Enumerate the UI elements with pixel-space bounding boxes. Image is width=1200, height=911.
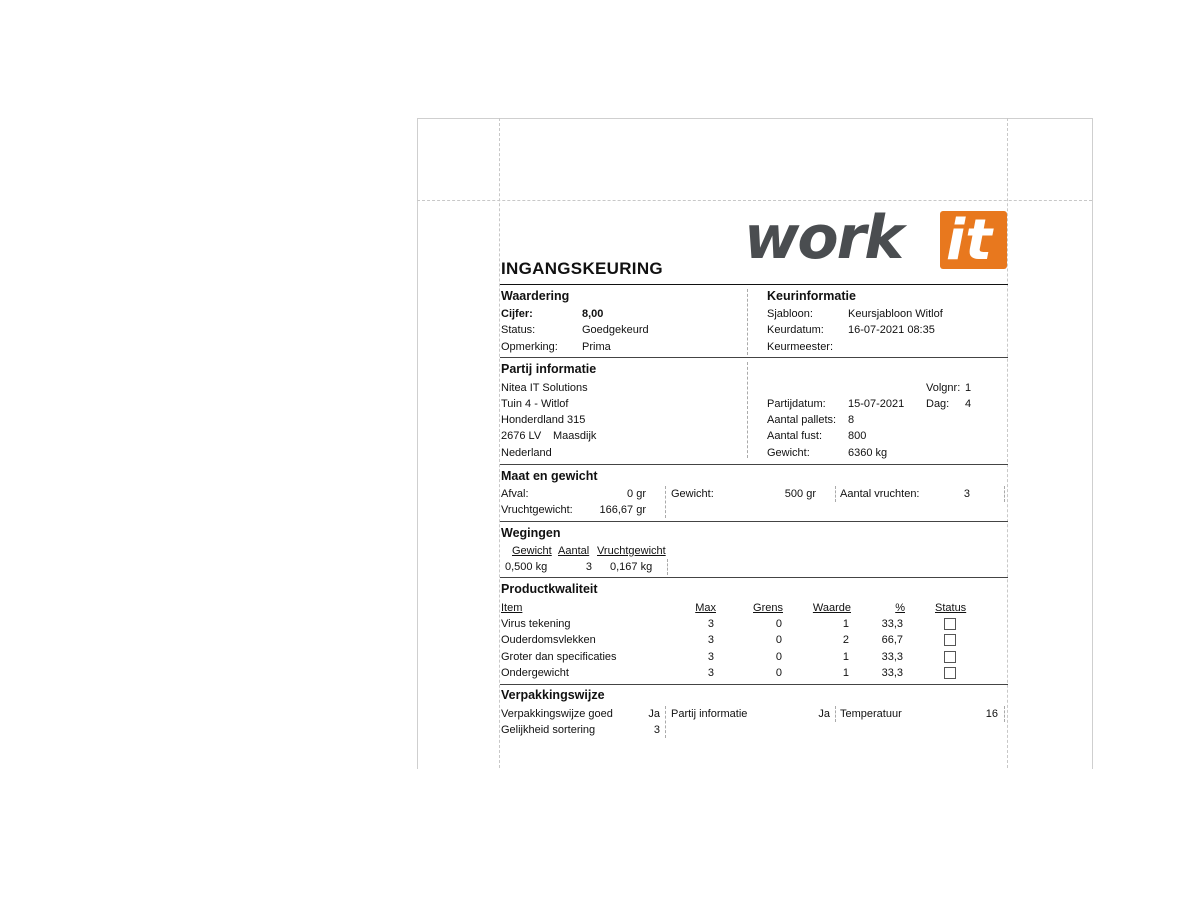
wegingen-col-header: Aantal [558,545,590,557]
product-max: 3 [707,667,714,679]
product-max: 3 [707,634,714,646]
temperatuur-value: 16 [985,708,998,720]
verpakking-partij-label: Partij informatie [671,708,748,720]
wegingen-cell: 0,167 kg [610,561,653,573]
partijdatum-label: Partijdatum: [767,398,826,410]
address-line: Nitea IT Solutions [501,382,588,394]
pallets-label: Aantal pallets: [767,414,837,426]
waardering-heading: Waardering [501,289,570,303]
product-grens: 0 [775,667,782,679]
opmerking-label: Opmerking: [501,341,558,353]
product-item: Groter dan specificaties [501,651,617,663]
wegingen-cell: 3 [585,561,592,573]
cijfer-label: Cijfer: [501,308,533,320]
pallets-value: 8 [848,414,855,426]
wegingen-cell: 0,500 kg [505,561,548,573]
keurinformatie-heading: Keurinformatie [767,289,856,303]
wegingen-col-header: Gewicht [512,545,552,557]
wegingen-col-header: Vruchtgewicht [597,545,666,557]
product-col-header: Waarde [812,602,851,614]
column-divider [835,486,836,502]
column-divider [1004,486,1005,502]
wegingen-heading: Wegingen [501,526,561,540]
product-waarde: 1 [842,667,849,679]
keurdatum-label: Keurdatum: [767,324,824,336]
product-waarde: 1 [842,651,849,663]
product-pct: 33,3 [881,618,903,630]
gewicht-label: Gewicht: [671,488,714,500]
product-pct: 66,7 [881,634,903,646]
margin-guide-right [1007,118,1008,768]
verpakking-goed-label: Verpakkingswijze goed [501,708,613,720]
fust-label: Aantal fust: [767,430,823,442]
product-grens: 0 [775,618,782,630]
product-item: Ondergewicht [501,667,569,679]
product-col-header: Grens [753,602,783,614]
partij-gewicht-value: 6360 kg [848,447,888,459]
keurmeester-label: Keurmeester: [767,341,834,353]
column-divider [835,706,836,722]
temperatuur-label: Temperatuur [840,708,902,720]
gelijkheid-label: Gelijkheid sortering [501,724,596,736]
margin-guide-top [417,200,1092,201]
verpakking-partij-value: Ja [818,708,830,720]
product-grens: 0 [775,634,782,646]
column-divider [747,362,748,458]
opmerking-value: Prima [582,341,611,353]
title-rule [500,284,1008,285]
status-value: Goedgekeurd [582,324,649,336]
product-pct: 33,3 [881,651,903,663]
column-divider [747,289,748,355]
verpakking-heading: Verpakkingswijze [501,688,605,702]
column-divider [667,559,668,575]
dag-label: Dag: [926,398,950,410]
dag-value: 4 [965,398,972,410]
gelijkheid-value: 3 [653,724,660,736]
afval-label: Afval: [501,488,529,500]
status-checkbox[interactable] [944,618,956,630]
page-title: INGANGSKEURING [501,259,663,278]
partij-heading: Partij informatie [501,362,597,376]
product-grens: 0 [775,651,782,663]
verpakking-goed-value: Ja [648,708,660,720]
afval-value: 0 gr [627,488,646,500]
product-item: Ouderdomsvlekken [501,634,596,646]
product-max: 3 [707,618,714,630]
aantal-vruchten-label: Aantal vruchten: [840,488,920,500]
logo-work-text: work [744,203,903,273]
cijfer-value: 8,00 [582,308,604,320]
sjabloon-label: Sjabloon: [767,308,813,320]
volgnr-label: Volgnr: [926,382,961,394]
address-city: Maasdijk [553,430,597,442]
sjabloon-value: Keursjabloon Witlof [848,308,943,320]
partijdatum-value: 15-07-2021 [848,398,905,410]
product-waarde: 2 [842,634,849,646]
status-label: Status: [501,324,536,336]
vruchtgewicht-value: 166,67 gr [599,504,646,516]
product-pct: 33,3 [881,667,903,679]
vruchtgewicht-label: Vruchtgewicht: [501,504,573,516]
partij-gewicht-label: Gewicht: [767,447,810,459]
section-rule [500,464,1008,465]
margin-guide-left [499,118,500,768]
column-divider [665,486,666,518]
column-divider [665,706,666,738]
aantal-vruchten-value: 3 [963,488,970,500]
section-rule [500,684,1008,685]
product-waarde: 1 [842,618,849,630]
address-line: Nederland [501,447,552,459]
address-line: Tuin 4 - Witlof [501,398,569,410]
productkwaliteit-heading: Productkwaliteit [501,582,598,596]
section-rule [500,521,1008,522]
section-rule [500,577,1008,578]
product-item: Virus tekening [501,618,571,630]
fust-value: 800 [848,430,867,442]
column-divider [1004,706,1005,722]
volgnr-value: 1 [965,382,972,394]
address-line: Honderdland 315 [501,414,586,426]
logo-it-box [940,208,1007,273]
maat-heading: Maat en gewicht [501,469,598,483]
status-checkbox[interactable] [944,667,956,679]
logo-it-text: it [946,208,992,273]
product-col-header: % [895,602,905,614]
section-rule [500,357,1008,358]
address-line: 2676 LV [501,430,542,442]
product-col-header: Item [501,602,523,614]
status-checkbox[interactable] [944,634,956,646]
status-checkbox[interactable] [944,651,956,663]
product-col-header: Status [935,602,967,614]
product-col-header: Max [695,602,716,614]
product-max: 3 [707,651,714,663]
gewicht-value: 500 gr [784,488,816,500]
keurdatum-value: 16-07-2021 08:35 [848,324,935,336]
